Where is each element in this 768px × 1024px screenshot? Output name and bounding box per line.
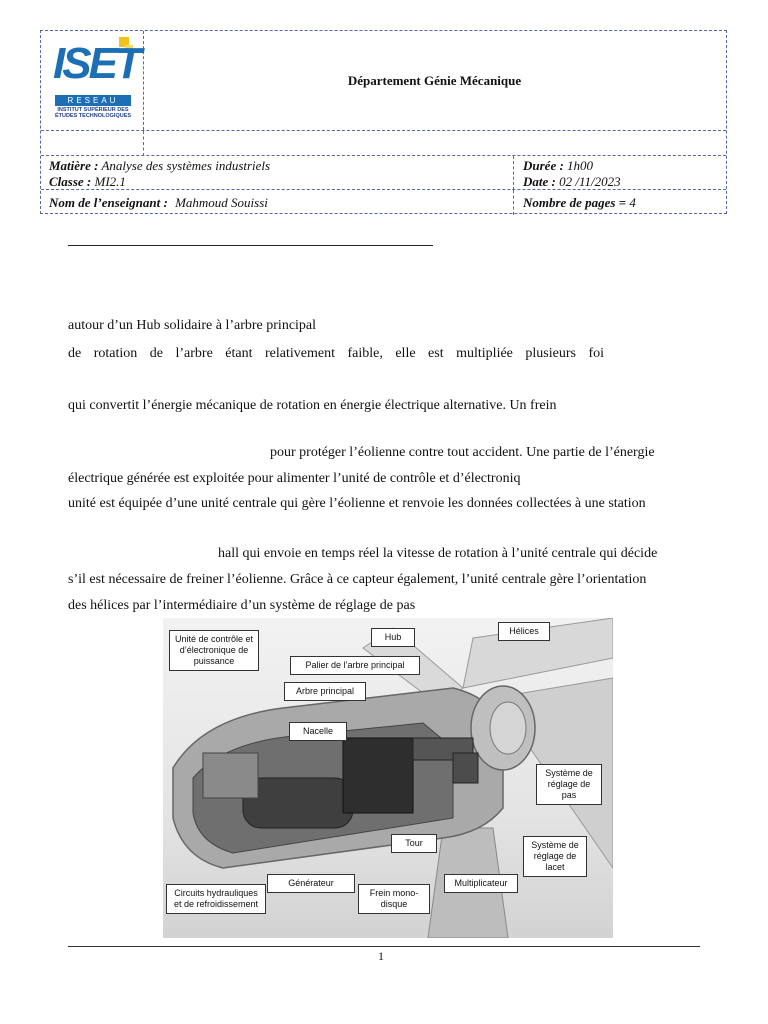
label-helices: Hélices [498, 622, 550, 641]
matiere-label: Matière : [49, 158, 99, 173]
duree-value: 1h00 [567, 158, 594, 173]
label-systeme-pas: Système de réglage de pas [536, 764, 602, 805]
label-nacelle: Nacelle [289, 722, 347, 741]
matiere-line [49, 158, 270, 173]
label-systeme-lacet: Système de réglage de lacet [523, 836, 587, 877]
enseignant-value: Mahmoud Souissi [175, 195, 268, 210]
date-value: 02 /11/2023 [559, 174, 621, 189]
duree-line [523, 158, 593, 173]
footer-rule [68, 946, 700, 947]
label-hub: Hub [371, 628, 415, 647]
text-line-8: s’il est nécessaire de freiner l’éolienne. Grâce à ce capteur également, l’unité centrale gère l’orientation [68, 572, 647, 587]
header-info-row [41, 155, 726, 190]
header-name-row [41, 189, 726, 215]
wind-turbine-diagram [163, 618, 613, 938]
classe-line [49, 174, 126, 189]
header-spacer-row [41, 130, 726, 156]
label-generateur: Générateur [267, 874, 355, 893]
department-title: Département Génie Mécanique [347, 72, 522, 88]
text-line-9: des hélices par l’intermédiaire d’un système de réglage de pas [68, 598, 416, 613]
text-line-7: hall qui envoie en temps réel la vitesse de rotation à l’unité centrale qui décide [218, 546, 658, 561]
matiere-value: Analyse des systèmes industriels [101, 158, 271, 173]
divider [513, 190, 514, 215]
enseignant-label: Nom de l’enseignant : [49, 195, 168, 210]
logo-cell [41, 31, 144, 130]
date-label: Date : [523, 174, 556, 189]
text-line-4: pour protéger l’éolienne contre tout accident. Une partie de l’énergie [270, 445, 655, 460]
pages-value: 4 [629, 195, 636, 210]
text-line-1: autour d’un Hub solidaire à l’arbre principal [68, 318, 317, 333]
header-table [40, 30, 727, 214]
pages-label: Nombre de pages = [523, 195, 627, 210]
label-frein: Frein mono-disque [358, 884, 430, 914]
text-line-2: de rotation de l’arbre étant relativement faible, elle est multipliée plusieurs foi [68, 346, 604, 361]
text-line-6: unité est équipée d’une unité centrale qui gère l’éolienne et renvoie les données collectées à une station [68, 496, 646, 511]
label-tour: Tour [391, 834, 437, 853]
text-line-5: électrique générée est exploitée pour alimenter l’unité de contrôle et d’électroniq [68, 471, 521, 486]
duree-label: Durée : [523, 158, 564, 173]
generator-shape [243, 778, 353, 828]
pages-line [523, 195, 636, 210]
pitch-system-shape [453, 753, 478, 783]
label-circuits: Circuits hydrauliques et de refroidissement [166, 884, 266, 914]
logo-reseau: RESEAU [55, 95, 131, 106]
page-number: 1 [378, 949, 384, 963]
text-line-3: qui convertit l’énergie mécanique de rotation en énergie électrique alternative. Un frein [68, 398, 557, 413]
date-line [523, 174, 621, 189]
label-multiplicateur: Multiplicateur [444, 874, 518, 893]
divider [143, 131, 144, 156]
control-cabinet-shape [203, 753, 258, 798]
gearbox-shape [343, 738, 413, 813]
divider [513, 156, 514, 190]
hub-cap [490, 702, 526, 754]
label-arbre-principal: Arbre principal [284, 682, 366, 701]
classe-value: MI2.1 [94, 174, 126, 189]
enseignant-line [49, 195, 268, 210]
title-underline [68, 245, 433, 246]
label-unite-controle: Unité de contrôle et d’électronique de puissance [169, 630, 259, 671]
label-palier: Palier de l’arbre principal [290, 656, 420, 675]
logo-institut: INSTITUT SUPÉRIEUR DES ÉTUDES TECHNOLOGIQUES [54, 107, 132, 119]
classe-label: Classe : [49, 174, 92, 189]
iset-logo [51, 37, 139, 123]
logo-wordmark: ISET [53, 39, 139, 88]
